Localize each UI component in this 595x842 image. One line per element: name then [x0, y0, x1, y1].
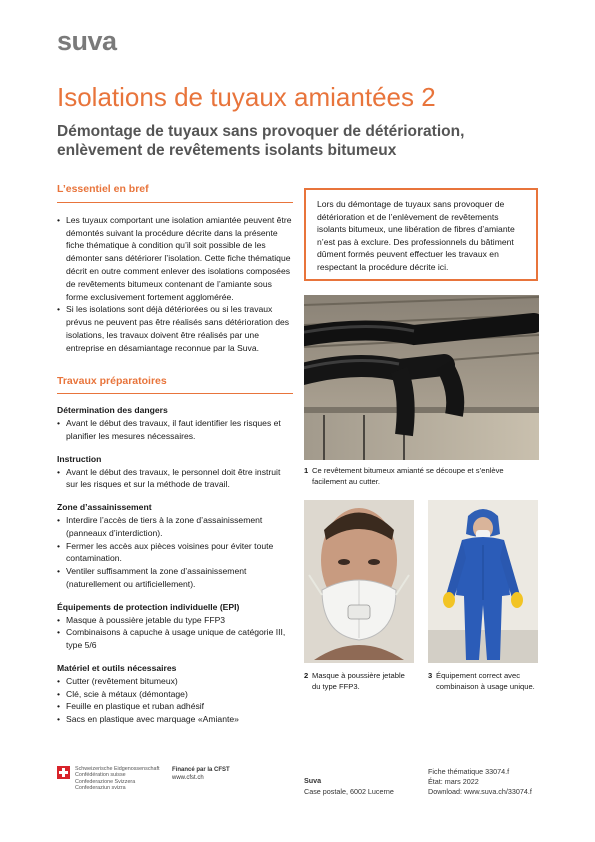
cfst-link[interactable]: www.cfst.ch — [172, 775, 204, 781]
group-title: Zone d’assainissement — [57, 502, 152, 513]
section-heading-travaux: Travaux préparatoires — [57, 375, 293, 395]
suva-logo: suva — [57, 26, 117, 56]
photo-pipes — [304, 295, 539, 460]
photo-coverall — [428, 500, 538, 663]
ref-line: État: mars 2022 — [428, 777, 479, 787]
list-item: • Ventiler suffisamment la zone d’assainissement (naturellement ou artificiellement). — [57, 565, 293, 591]
list-item: • Avant le début des travaux, il faut identifier les risques et planifier les mesures nécessaires. — [57, 417, 293, 443]
confederation-line: Confederaziun svizra — [75, 785, 126, 792]
confederation-line: Schweizerische Eidgenossenschaft — [75, 766, 160, 772]
swiss-flag-icon — [57, 766, 70, 779]
group-title: Instruction — [57, 453, 102, 464]
list-item: • Fermer les accès aux pièces voisines pour éviter toute contamination. — [57, 540, 293, 566]
caption-text: Masque à poussière jetable du type FFP3. — [312, 671, 405, 691]
left-column — [57, 183, 293, 736]
suva-name: Suva — [304, 776, 322, 785]
list-item: • Sacs en plastique avec marquage «Amiante» — [57, 713, 293, 726]
suva-address-line: Case postale, 6002 Lucerne — [304, 786, 394, 796]
group-zone — [57, 501, 293, 591]
download-link[interactable]: Download: www.suva.ch/33074.f — [428, 787, 532, 797]
caption-number: 1 — [304, 466, 309, 475]
confederation-text — [75, 766, 160, 792]
group-instruction — [57, 453, 293, 491]
section-heading-essentiel: L’essentiel en bref — [57, 183, 293, 203]
essentiel-list — [57, 214, 293, 355]
confederation-line: Confédération suisse — [75, 772, 126, 779]
confederation-line: Confederazione Svizzera — [75, 778, 136, 785]
list-item: • Interdire l’accès de tiers à la zone d’assainissement (panneaux d’interdiction). — [57, 514, 293, 540]
caption-number: 2 — [304, 671, 309, 680]
group-title: Équipements de protection individuelle (EPI) — [57, 601, 240, 612]
caption-3 — [428, 671, 543, 692]
list-item: • Combinaisons à capuche à usage unique de catégorie III, type 5/6 — [57, 626, 293, 652]
caption-number: 3 — [428, 671, 433, 680]
group-title: Matériel et outils nécessaires — [57, 662, 177, 673]
cfst-label: Financé par la CFST — [172, 767, 230, 773]
group-materiel — [57, 662, 293, 726]
list-item: • Les tuyaux comportant une isolation amiantée peuvent être démontés suivant la procédure décrite dans la présente fiche thématique à condition qu’il soit possible de les démonter sans détériorer l’isolation. Cette fiche thématique décrit en outre comment enlever des isolations composées de revêtements bitumeux contenant de l’amiante sous forme exclusivement fortement agglomérée. — [57, 214, 293, 304]
list-item: • Avant le début des travaux, le personnel doit être instruit sur les risques et sur la méthode de travail. — [57, 466, 293, 492]
list-item: • Cutter (revêtement bitumeux) — [57, 675, 293, 688]
document-reference — [428, 767, 532, 798]
suva-address — [304, 776, 394, 797]
list-item: • Si les isolations sont déjà détériorées ou si les travaux prévus ne peuvent pas être réalisés sans détérioration des isolations, les travaux doivent être réalisés par une entreprise en désamiantage reconnue par la Suva. — [57, 303, 293, 354]
group-title: Détermination des dangers — [57, 405, 168, 416]
ref-line: Fiche thématique 33074.f — [428, 767, 510, 776]
caption-text: Ce revêtement bitumeux amianté se découpe et s’enlève facilement au cutter. — [312, 466, 504, 486]
cfst-credit — [172, 766, 230, 782]
caption-2 — [304, 671, 414, 692]
intro-box: Lors du démontage de tuyaux sans provoquer de détérioration et de l’enlèvement de revêtements isolants bitumeux, une libération de fibres d’amiante n’est pas à exclure. Des professionnels du bâtiment dûment formés peuvent effectuer les travaux en respectant la procédure décrite ici. — [304, 188, 538, 281]
page-title: Isolations de tuyaux amiantées 2 — [57, 82, 436, 112]
caption-text: Équipement correct avec combinaison à usage unique. — [436, 671, 535, 691]
caption-1 — [304, 466, 539, 487]
photo-mask — [304, 500, 414, 663]
group-epi — [57, 601, 293, 652]
list-item: • Masque à poussière jetable du type FFP3 — [57, 614, 293, 627]
group-dangers — [57, 404, 293, 442]
list-item: • Clé, scie à métaux (démontage) — [57, 688, 293, 701]
page-subtitle: Démontage de tuyaux sans provoquer de détérioration, enlèvement de revêtements isolants bitumeux — [57, 123, 465, 159]
list-item: • Feuille en plastique et ruban adhésif — [57, 700, 293, 713]
